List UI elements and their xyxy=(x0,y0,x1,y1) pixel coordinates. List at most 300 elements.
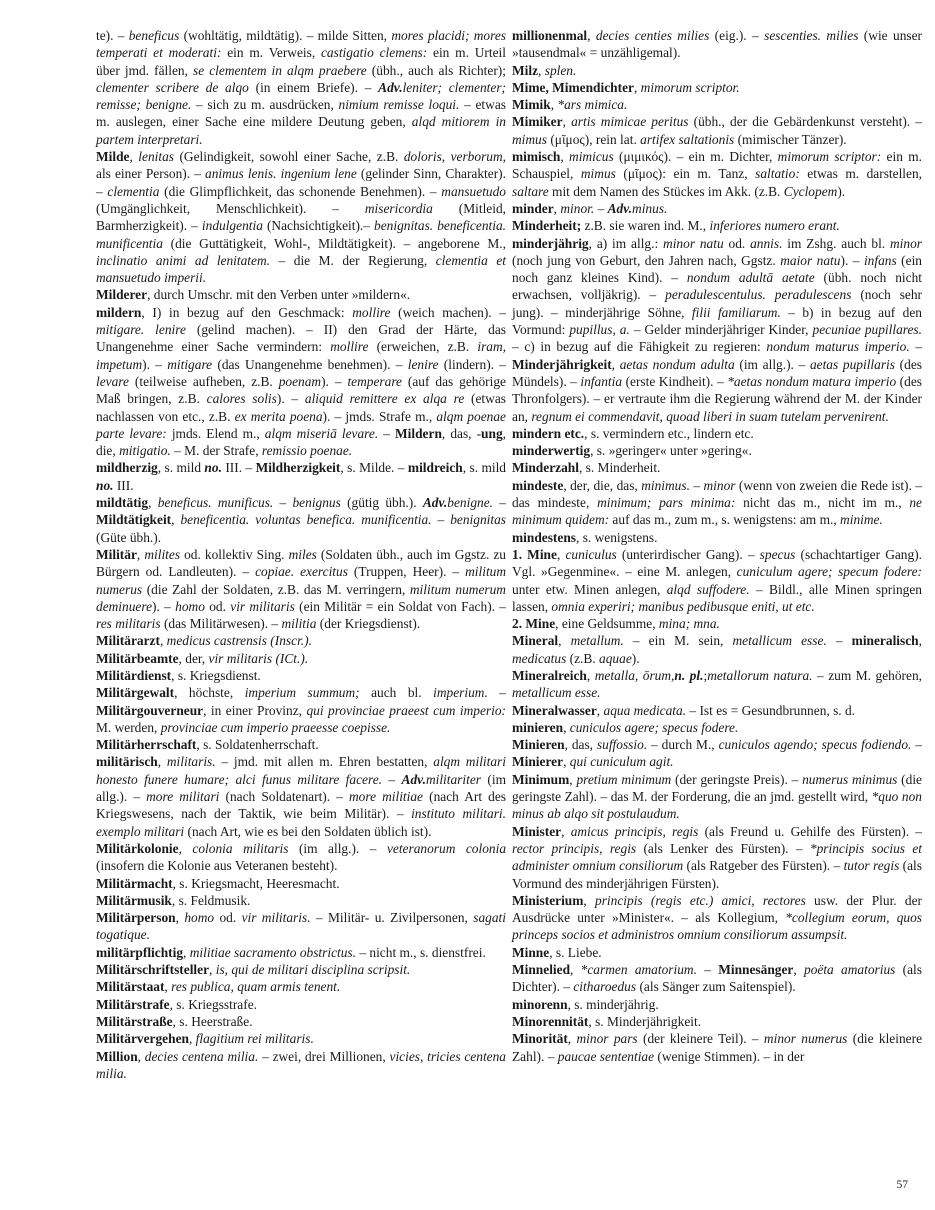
entry-text: , xyxy=(611,356,620,372)
entry-text: (Güte übh.). xyxy=(96,529,162,545)
entry-text: , xyxy=(129,149,139,165)
entry-text: (der Kriegsdienst). xyxy=(316,616,421,632)
latin-term: vir militaris (ICt.). xyxy=(208,650,309,666)
latin-term: militariter xyxy=(425,771,481,787)
latin-term: alqm miseriā levare. xyxy=(264,425,379,441)
dictionary-entry xyxy=(96,650,506,667)
latin-term: militia xyxy=(281,616,317,632)
entry-text: , xyxy=(157,754,167,770)
latin-term: militum numerum deminuere xyxy=(96,581,506,614)
latin-term: alqm militari honesto funere humare; alci funus militare facere. xyxy=(96,754,506,787)
latin-term: metallicum esse. xyxy=(732,633,827,649)
dictionary-entry xyxy=(512,996,922,1013)
entry-text: – b) in bezug auf den Vormund: xyxy=(512,304,922,338)
latin-term: metalla, ōrum, xyxy=(594,667,675,683)
latin-term: beneficentia. voluntas benefica. munificentia. – benignitas xyxy=(180,512,506,528)
latin-term: nimium remisse loqui. xyxy=(338,97,460,113)
latin-term: minime. xyxy=(840,512,883,528)
latin-term: castigatio clemens: xyxy=(320,45,428,61)
latin-term: temperare xyxy=(347,373,402,389)
latin-term: saltare xyxy=(512,183,549,199)
latin-term: more militiae xyxy=(348,789,424,805)
entry-text: , s. Kriegsstrafe. xyxy=(169,996,257,1012)
latin-term: militaris. xyxy=(166,754,216,770)
latin-term: splen. xyxy=(544,62,577,78)
entry-text: od. kollektiv Sing. xyxy=(180,546,289,562)
entry-text: , I) in bezug auf den Geschmack: xyxy=(141,304,353,320)
entry-text: , xyxy=(563,719,570,735)
entry-text: – ein M. sein, xyxy=(623,633,733,649)
latin-term: mimus xyxy=(512,131,547,147)
entry-text: , xyxy=(587,28,596,43)
latin-term: minus. xyxy=(632,200,668,216)
latin-term: more militari xyxy=(146,789,220,805)
headword: Militärperson xyxy=(96,910,176,926)
entry-text: , s. Kriegsdienst. xyxy=(171,667,261,683)
latin-term: metallum. xyxy=(570,633,624,649)
latin-term: militiae sacramento obstrictus. xyxy=(189,944,356,960)
entry-text: , s. mild xyxy=(462,460,506,476)
latin-term: aqua medicata. xyxy=(603,702,687,718)
entry-text: (wie unser »tausendmal« = unzähligemal). xyxy=(512,28,922,61)
entry-text: mit dem Namen des Stückes im Akk. (z.B. xyxy=(548,183,784,199)
entry-text: , xyxy=(188,1031,196,1047)
latin-term: vir militaris. xyxy=(241,910,311,926)
entry-text: (Mitleid, Barmherzigkeit). – xyxy=(96,200,506,234)
entry-text: (μῖμος), rein lat. xyxy=(546,131,641,147)
entry-text: (des Thronfolgers). – er vertraute ihm die Regierung während der M. der Kinder an, xyxy=(512,373,922,424)
entry-text: (lindern). – xyxy=(438,356,506,372)
headword: Militärmacht xyxy=(96,875,173,891)
headword: Militärvergehen xyxy=(96,1031,189,1047)
latin-term: se clementem in alqm praebere xyxy=(193,62,367,78)
latin-term: res publica, quam armis tenent. xyxy=(171,979,341,995)
latin-term: leniter; clementer; remisse; benigne. xyxy=(96,79,506,113)
entry-text: , xyxy=(563,754,570,770)
dictionary-entry xyxy=(512,944,922,961)
dictionary-entry xyxy=(96,546,506,632)
latin-term: mores placidi; mores temperati et moderati: xyxy=(96,28,506,61)
latin-term: decies centena milia. xyxy=(144,1048,259,1064)
latin-term: clementer scribere de alqo xyxy=(96,79,249,95)
entry-text: (als Freund u. Gehilfe des Fürsten). – xyxy=(698,823,922,839)
latin-term: pretium minimum xyxy=(576,771,672,787)
entry-text: te). – xyxy=(96,28,129,43)
dictionary-entry xyxy=(512,27,922,62)
entry-text: , xyxy=(569,771,577,787)
entry-text: od. xyxy=(204,598,231,614)
latin-term: lenitas xyxy=(138,149,175,165)
headword: Militärarzt xyxy=(96,633,160,649)
entry-text: (ein noch ganz kleines Kind). – xyxy=(512,252,922,286)
entry-text: (teilweise aufheben, z.B. xyxy=(128,373,279,389)
entry-text: – die M. der Regierung, xyxy=(270,252,436,268)
headword: mildern xyxy=(96,304,142,320)
entry-text: od. xyxy=(723,235,751,251)
headword: Militärherrschaft xyxy=(96,737,197,753)
latin-term: ne minimum quidem: xyxy=(512,495,922,528)
headword: Militärstaat xyxy=(96,979,165,995)
entry-text: , xyxy=(562,114,572,130)
dictionary-entry xyxy=(512,632,922,667)
latin-term: cuniculos agere; specus fodere. xyxy=(569,719,739,735)
entry-text: unter etw. Minen anlegen, xyxy=(512,581,667,597)
latin-term: metallorum natura. xyxy=(707,667,813,683)
entry-text: , in einer Provinz, xyxy=(203,702,307,718)
entry-text: (als Lenker des Fürsten). – xyxy=(636,840,810,856)
latin-term: paucae sententiae xyxy=(557,1048,655,1064)
entry-text: – xyxy=(911,737,922,753)
entry-text: (der kleinere Teil). – xyxy=(637,1031,764,1047)
dictionary-entry xyxy=(96,27,506,148)
entry-text: (mimischer Tänzer). xyxy=(734,131,847,147)
page-number: 57 xyxy=(896,1179,908,1191)
latin-term: aetas nondum adulta xyxy=(619,356,735,372)
latin-term: mina; mna. xyxy=(658,616,720,632)
headword: Minderjährigkeit xyxy=(512,356,612,372)
dictionary-entry xyxy=(512,442,922,459)
entry-text: (ein Militär = ein Soldat von Fach). – xyxy=(294,598,506,614)
latin-term: imperium. xyxy=(433,685,488,701)
entry-text: – zwei, drei Millionen, xyxy=(258,1048,390,1064)
headword: Minnesänger xyxy=(718,962,794,978)
entry-text: – durch M., xyxy=(647,737,719,753)
headword: militärpflichtig xyxy=(96,944,184,960)
entry-text: ein m. Urteil über jmd. fällen, xyxy=(96,45,506,78)
latin-term: militum numerus xyxy=(96,564,507,597)
dictionary-entry xyxy=(512,148,922,200)
latin-term: infans xyxy=(863,252,897,268)
entry-text: , s. wenigstens. xyxy=(576,529,658,545)
latin-term: cuniculus xyxy=(565,546,617,562)
dictionary-entry xyxy=(512,823,922,892)
entry-text: auch bl. xyxy=(359,685,434,701)
headword: Militärschriftsteller xyxy=(96,962,210,978)
dictionary-entry xyxy=(96,909,506,944)
entry-text: , der, die, das, xyxy=(563,477,642,493)
entry-text: , s. Feldmusik. xyxy=(171,892,251,908)
entry-text: , xyxy=(183,944,190,960)
left-column xyxy=(96,27,506,1082)
latin-term: minor xyxy=(889,235,922,251)
headword: mindeste xyxy=(512,477,564,493)
latin-term: amicus principis, regis xyxy=(570,823,699,839)
dictionary-entry xyxy=(96,753,506,839)
latin-term: calores solis xyxy=(206,391,277,407)
entry-text: M. werden, xyxy=(96,719,161,735)
entry-text: , xyxy=(148,495,158,511)
headword: mimisch xyxy=(512,149,561,165)
entry-text: – etwas m. auslegen, einer Sache eine mildere Deutung geben, xyxy=(96,97,506,130)
entry-text: (in einem Briefe). – xyxy=(248,79,379,95)
latin-term: misericordia xyxy=(364,200,433,216)
entry-text: – nicht m., s. dienstfrei. xyxy=(356,944,486,960)
latin-term: animus lenis. ingenium lene xyxy=(205,166,357,182)
headword: Militärdienst xyxy=(96,667,172,683)
entry-text: (gütig übh.). xyxy=(340,495,423,511)
entry-text: (übh., der die Gebärdenkunst versteht). – xyxy=(688,114,922,130)
latin-term: tutor regis xyxy=(843,858,900,874)
latin-term: is, qui de militari disciplina scripsit. xyxy=(215,962,411,978)
headword: minderjährig xyxy=(512,235,589,251)
entry-text: ein m. Verweis, xyxy=(221,45,321,61)
entry-text: , xyxy=(538,62,545,78)
dictionary-entry xyxy=(96,1030,506,1047)
latin-term: artis mimicae peritus xyxy=(571,114,689,130)
latin-term: mitigare. lenire xyxy=(96,322,186,338)
dictionary-entry xyxy=(512,546,922,615)
latin-term: *carmen amatorium. xyxy=(580,962,697,978)
abbreviation: Adv. xyxy=(422,495,448,511)
entry-text: im Zshg. auch bl. xyxy=(782,235,890,251)
latin-term: *quo non minus ab alqo sit postulaudum. xyxy=(512,789,922,822)
latin-term: benignitas. beneficentia. munificentia xyxy=(96,218,506,251)
entry-text: ). – xyxy=(321,373,348,389)
entry-text: (μιμικός). – ein m. Dichter, xyxy=(613,149,778,165)
entry-text: (Umgänglichkeit, Menschlichkeit). – xyxy=(96,200,365,216)
dictionary-entry xyxy=(512,217,922,234)
dictionary-entry xyxy=(96,892,506,909)
latin-term: sagati togatique. xyxy=(96,910,506,943)
headword: Militärstrafe xyxy=(96,996,170,1012)
latin-term: milites xyxy=(144,546,181,562)
latin-term: mimorum scriptor: xyxy=(777,149,882,165)
headword: mildherzig xyxy=(96,460,158,476)
dictionary-entry xyxy=(96,148,506,286)
entry-text: (als Vormund des minderjährigen Fürsten). xyxy=(512,858,922,891)
entry-text: (im allg.). – xyxy=(288,840,387,856)
entry-text: jmds. Elend m., xyxy=(166,425,265,441)
entry-text: , xyxy=(550,97,558,113)
headword: Minorität xyxy=(512,1031,568,1047)
entry-text: (nach Soldatenart). – xyxy=(219,789,349,805)
latin-term: minimus. – minor xyxy=(641,477,736,493)
entry-text: ). xyxy=(837,183,846,199)
dictionary-entry xyxy=(512,425,922,442)
latin-term: iram, impetum xyxy=(96,339,507,372)
entry-text: – xyxy=(826,633,852,649)
entry-text: (Truppen, Heer). – xyxy=(347,564,466,580)
dictionary-entry xyxy=(96,996,506,1013)
entry-text: (als Ratgeber des Fürsten). – xyxy=(683,858,844,874)
entry-text: , xyxy=(558,633,571,649)
entry-text: nicht das m., nicht im m., xyxy=(735,495,910,511)
entry-text: (z.B. xyxy=(566,650,600,666)
entry-text: (des Mündels). – xyxy=(512,356,922,389)
latin-term: nondum adultā aetate xyxy=(686,270,815,286)
entry-text: , s. Kriegsmacht, Heeresmacht. xyxy=(172,875,340,891)
entry-text: , xyxy=(596,702,604,718)
latin-term: vir militaris xyxy=(230,598,295,614)
entry-text: (Soldaten übh., auch im Ggstz. zu Bürgern od. Landleuten). – xyxy=(96,546,506,580)
entry-text: z.B. sie waren ind. M., xyxy=(581,218,710,234)
latin-term: citharoedus xyxy=(573,979,637,995)
latin-term: aetas pupillaris xyxy=(809,356,895,372)
latin-term: instituto militari. exemplo militari xyxy=(96,806,506,839)
latin-term: Cyclopem xyxy=(783,183,838,199)
dictionary-entry xyxy=(96,304,506,460)
headword: Minnelied xyxy=(512,962,571,978)
entry-text: , s. mild xyxy=(157,460,205,476)
headword: Minderzahl xyxy=(512,460,579,476)
entry-text: , a) im allg.: xyxy=(588,235,664,251)
latin-term: aquae xyxy=(599,650,632,666)
abbreviation: Adv. xyxy=(607,200,633,216)
dictionary-entry xyxy=(512,961,922,996)
entry-text: (übh., auch als Richter); xyxy=(366,62,506,78)
entry-text: (schachtartiger Gang). Vgl. »Gegenmine«. – eine M. anlegen, xyxy=(512,546,923,580)
headword: Militärmusik xyxy=(96,892,172,908)
entry-text: , s. Minderjährigkeit. xyxy=(588,1013,702,1029)
entry-text: (erste Kindheit). – xyxy=(622,373,728,389)
latin-term: mimus xyxy=(580,166,616,182)
headword: Minne xyxy=(512,944,550,960)
dictionary-entry xyxy=(96,944,506,961)
entry-text: (μῖμος): ein m. Tanz, xyxy=(615,166,756,182)
entry-text: ). xyxy=(631,650,640,666)
latin-term: mitigare xyxy=(167,356,213,372)
entry-text: (im allg.). – xyxy=(96,771,507,805)
entry-text: etwas m. darstellen, xyxy=(799,166,923,182)
entry-text: ). – jmds. Strafe m., xyxy=(322,408,437,424)
headword: mindestens xyxy=(512,529,576,545)
latin-term: saltatio: xyxy=(755,166,800,182)
latin-term: poenam xyxy=(278,373,322,389)
headword: Milde xyxy=(96,149,130,165)
entry-text: (die kleinere Zahl). – xyxy=(512,1031,923,1064)
latin-term: peradulescentulus. peradulescens xyxy=(665,287,852,303)
entry-text: auf das m., zum m., s. wenigstens: am m., xyxy=(609,512,841,528)
dictionary-entry xyxy=(96,1013,506,1030)
latin-term: medicatus xyxy=(512,650,567,666)
latin-term: indulgentia xyxy=(201,218,263,234)
headword: Mime, Mimendichter xyxy=(512,79,634,95)
entry-text: , xyxy=(567,1031,577,1047)
headword: militärisch xyxy=(96,754,158,770)
latin-term: maior natu xyxy=(780,252,841,268)
entry-text: , s. Heerstraße. xyxy=(172,1013,253,1029)
entry-text: (wenige Stimmen). – in der xyxy=(654,1048,805,1064)
latin-term: annis. xyxy=(750,235,783,251)
headword: mildreich xyxy=(407,460,463,476)
entry-text: ; xyxy=(703,667,708,683)
dictionary-entry xyxy=(512,79,922,96)
entry-text: (der geringste Preis). – xyxy=(671,771,803,787)
latin-term: mimorum scriptor. xyxy=(640,79,740,95)
entry-text: , höchste, xyxy=(174,685,245,701)
entry-text: , der, xyxy=(178,650,209,666)
latin-term: inclinatio animi ad lenitatem. xyxy=(96,252,270,268)
latin-term: qui cuniculum agit. xyxy=(569,754,674,770)
dictionary-entry xyxy=(512,459,922,476)
latin-term: nondum maturus imperio. xyxy=(766,339,910,355)
headword: minieren xyxy=(512,719,564,735)
entry-text: , xyxy=(570,962,581,978)
entry-text: III. – xyxy=(221,460,256,476)
entry-text: (als Dichter). – xyxy=(512,962,922,995)
latin-term: flagitium rei militaris. xyxy=(195,1031,314,1047)
latin-term: clementia et mansuetudo imperii. xyxy=(96,252,506,286)
dictionary-entry xyxy=(96,494,506,546)
entry-text: (insofern die Kolonie aus Veteranen besteht). xyxy=(96,858,338,874)
dictionary-entry xyxy=(512,200,922,217)
entry-text: – c) in bezug auf die Fähigkeit zu regieren: xyxy=(512,339,767,355)
entry-text: (das Militärwesen). – xyxy=(160,616,282,632)
latin-term: mollire xyxy=(352,304,391,320)
dictionary-entry xyxy=(96,978,506,995)
entry-text: – xyxy=(594,200,608,216)
entry-text: (wohltätig, mildtätig). – milde Sitten, xyxy=(179,28,392,43)
dictionary-entry xyxy=(512,1030,922,1065)
entry-text: , xyxy=(137,1048,145,1064)
latin-term: minor pars xyxy=(576,1031,638,1047)
latin-term: *principis socius et administer omnium consiliorum xyxy=(512,840,922,874)
latin-term: remissio poenae. xyxy=(261,443,353,459)
headword: minder xyxy=(512,200,554,216)
headword: Mildern xyxy=(395,425,442,441)
dictionary-entry xyxy=(512,771,922,823)
entry-text: , xyxy=(171,512,181,528)
entry-text: (als Sänger zum Saitenspiel). xyxy=(636,979,796,995)
headword: Ministerium xyxy=(512,892,584,908)
entry-text: – zum M. gehören, xyxy=(812,667,923,683)
abbreviation: no. xyxy=(96,477,114,493)
latin-term: minor natu xyxy=(663,235,724,251)
entry-text: – Gelder minderjähriger Kinder, xyxy=(629,322,813,338)
entry-text: , s. minderjährig. xyxy=(567,996,659,1012)
latin-term: mollire xyxy=(330,339,369,355)
latin-term: beneficus. munificus. – benignus xyxy=(157,495,341,511)
latin-term: decies centies milies xyxy=(595,28,710,43)
latin-term: principis (regis etc.) amici, rectores xyxy=(595,892,806,908)
latin-term: qui provinciae praeest cum imperio: xyxy=(306,702,506,718)
headword: Mildherzigkeit xyxy=(255,460,341,476)
entry-text: – Bildl., alle Minen springen lassen, xyxy=(512,581,922,614)
latin-term: vicies, tricies centena milia. xyxy=(96,1048,507,1081)
dictionary-entry xyxy=(512,736,922,771)
latin-term: cuniculos agendo; specus fodiendo. xyxy=(718,737,912,753)
entry-text: – xyxy=(382,771,402,787)
entry-text: (im allg.). – xyxy=(734,356,810,372)
latin-term: alqm poenae parte levare: xyxy=(96,408,506,441)
dictionary-entry xyxy=(512,529,922,546)
latin-term: rector principis, regis xyxy=(512,840,637,856)
abbreviation: no. xyxy=(204,460,222,476)
latin-term: minor numerus xyxy=(763,1031,848,1047)
dictionary-entry xyxy=(512,96,922,113)
entry-text: , s. »geringer« unter »gering«. xyxy=(590,443,752,459)
dictionary-entry xyxy=(96,1048,506,1083)
dictionary-entry xyxy=(512,892,922,944)
headword: 1. Mine xyxy=(512,546,557,562)
headword: mindern etc. xyxy=(512,425,585,441)
headword: Mineralreich xyxy=(512,667,587,683)
headword: 2. Mine xyxy=(512,616,556,632)
headword: Milz xyxy=(512,62,539,78)
latin-term: specus xyxy=(759,546,796,562)
latin-term: mitigatio. xyxy=(119,443,171,459)
entry-text: od. xyxy=(214,910,242,926)
dictionary-entry xyxy=(512,615,922,632)
dictionary-entry xyxy=(512,702,922,719)
entry-text: , eine Geldsumme, xyxy=(555,616,659,632)
entry-text: , s. Milde. – xyxy=(340,460,408,476)
entry-text: , xyxy=(178,840,193,856)
entry-text: (die Zahl der Soldaten, z.B. das M. verringern, xyxy=(142,581,410,597)
entry-text: (gelind machen). – II) den Grad der Härte, das Unangenehme einer Sache vermindern: xyxy=(96,322,507,355)
entry-text: – xyxy=(696,962,719,978)
dictionary-entry xyxy=(512,667,922,702)
